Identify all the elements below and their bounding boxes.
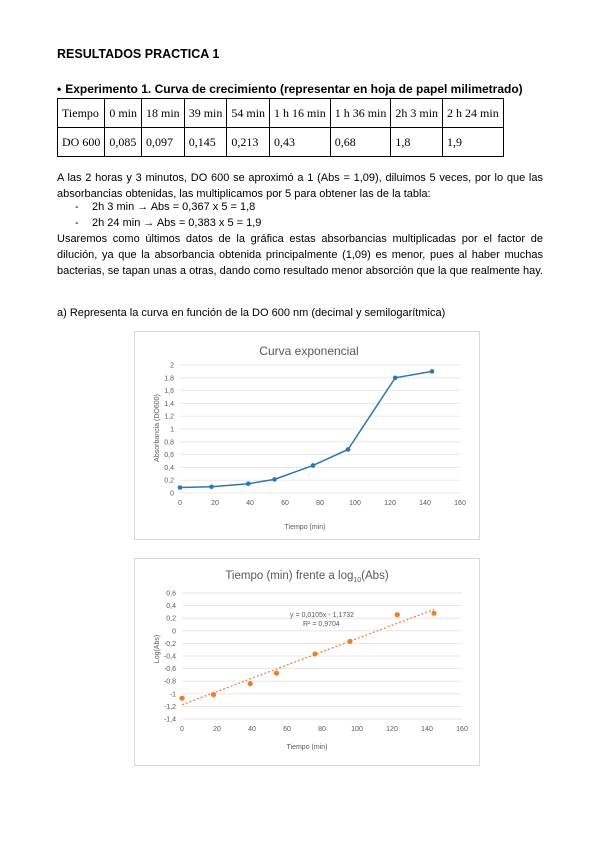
x-tick-label: 20 (213, 726, 221, 733)
experiment-heading-text: Experimento 1. Curva de crecimiento (representar en hoja de papel milimetrado) (65, 82, 523, 96)
table-row-time (58, 99, 504, 128)
y-tick-label: 0,2 (166, 615, 176, 623)
table-cell: 0,68 (330, 128, 391, 157)
data-point (272, 477, 277, 482)
chart-title-suffix: (Abs) (361, 570, 389, 582)
table-cell: 1,8 (391, 128, 443, 157)
y-tick-label: 0,4 (164, 464, 174, 472)
table-cell: 1 h 36 min (330, 99, 391, 128)
y-tick-label: 1 (170, 426, 174, 434)
data-point (211, 692, 216, 697)
table-cell: 54 min (227, 99, 270, 128)
bullet-glyph: • (57, 82, 62, 96)
table-cell: 18 min (142, 99, 185, 128)
x-axis-label: Tiempo (min) (286, 744, 328, 751)
y-tick-label: -0,8 (163, 678, 176, 686)
data-point (274, 671, 279, 676)
x-tick-label: 100 (351, 726, 363, 733)
y-tick-label: 1,4 (164, 400, 174, 408)
growth-table (57, 98, 504, 157)
dash-glyph: - (75, 201, 79, 213)
dash-glyph: - (75, 217, 79, 229)
x-tick-label: 160 (454, 500, 466, 507)
y-tick-label: 0,6 (164, 452, 174, 460)
exponential-chart-svg (135, 332, 479, 539)
y-tick-label: 0,4 (166, 603, 176, 611)
y-tick-label: 0,6 (166, 590, 176, 598)
chart-title: Curva exponencial (259, 344, 359, 358)
table-cell: 0,213 (227, 128, 270, 157)
x-tick-label: 120 (386, 726, 398, 733)
log-chart-svg (135, 559, 479, 765)
x-axis-label: Tiempo (min) (284, 524, 326, 531)
y-tick-label: 0,2 (164, 477, 174, 485)
x-tick-label: 80 (318, 726, 326, 733)
dilution-paragraph: A las 2 horas y 3 minutos, DO 600 se aproximó a 1 (Abs = 1,09), diluimos 5 veces, por lo que las absorbancias obtenidas, las multiplicamos por 5 para obtener las de la tabla: (57, 172, 543, 200)
chart-title-prefix: Tiempo (min) frente a log (225, 570, 354, 582)
page-title: RESULTADOS PRACTICA 1 (57, 47, 220, 61)
explanation-paragraph: Usaremos como últimos datos de la gráfica estas absorbancias multiplicadas por el factor de dilución, ya que la absorbancia obtenida principalmente (1,09) es menor, pues al haber muchas bacterias, se tapan unas a otras, dando como resultado menor absorción que la que realmente hay. (57, 233, 543, 277)
log-chart (134, 558, 480, 766)
x-tick-label: 0 (180, 726, 184, 733)
trend-equation: y = 0,0105x - 1,1732 (290, 612, 355, 619)
data-point (179, 696, 184, 701)
table-cell: 0,097 (142, 128, 185, 157)
x-tick-label: 120 (384, 500, 396, 507)
table-cell: 0 min (105, 99, 142, 128)
table-cell: 39 min (184, 99, 227, 128)
x-tick-label: 20 (211, 500, 219, 507)
data-point (209, 484, 214, 489)
exponential-chart (134, 331, 480, 540)
data-point (246, 481, 251, 486)
y-tick-label: 1,6 (164, 388, 174, 396)
y-tick-label: -1 (169, 691, 176, 699)
table-row-label: Tiempo (58, 99, 105, 128)
table-cell: 0,085 (105, 128, 142, 157)
y-tick-label: -0,4 (163, 653, 176, 661)
x-tick-label: 140 (421, 726, 433, 733)
table-cell: 1 h 16 min (270, 99, 331, 128)
x-tick-label: 140 (419, 500, 431, 507)
x-tick-label: 60 (283, 726, 291, 733)
list-item-text: 2h 24 min → Abs = 0,383 x 5 = 1,9 (92, 217, 262, 229)
data-point (346, 447, 351, 452)
table-cell: 2 h 24 min (443, 99, 504, 128)
x-tick-label: 100 (349, 500, 361, 507)
x-tick-label: 40 (248, 726, 256, 733)
chart-title (225, 570, 388, 584)
data-point (395, 612, 400, 617)
data-point (248, 681, 253, 686)
x-tick-label: 160 (456, 726, 468, 733)
y-tick-label: 0,8 (164, 439, 174, 447)
data-point (312, 651, 317, 656)
chart-title-sub: 10 (353, 577, 362, 584)
y-axis-label: Absorbancia (DO600) (154, 394, 161, 462)
data-point (431, 611, 436, 616)
data-point (347, 639, 352, 644)
y-tick-label: 0 (172, 628, 176, 636)
list-item (57, 199, 261, 215)
series-line (180, 371, 432, 487)
dilution-list (57, 199, 261, 231)
y-axis-label: Log(Abs) (154, 634, 161, 664)
y-tick-label: -0,2 (163, 640, 176, 648)
table-row-do600 (58, 128, 504, 157)
table-cell: 0,145 (184, 128, 227, 157)
table-cell: 2h 3 min (391, 99, 443, 128)
y-tick-label: 1,2 (164, 413, 174, 421)
x-tick-label: 60 (281, 500, 289, 507)
list-item-text: 2h 3 min → Abs = 0,367 x 5 = 1,8 (92, 201, 256, 213)
y-tick-label: 0 (170, 490, 174, 498)
x-tick-label: 40 (246, 500, 254, 507)
experiment-heading (57, 82, 523, 96)
x-tick-label: 80 (316, 500, 324, 507)
question-a: a) Representa la curva en función de la DO 600 nm (decimal y semilogarítmica) (57, 307, 446, 319)
data-point (393, 376, 398, 381)
y-tick-label: -0,6 (163, 666, 176, 674)
table-cell: 0,43 (270, 128, 331, 157)
y-tick-label: 1,8 (164, 375, 174, 383)
table-row-label: DO 600 (58, 128, 105, 157)
data-point (178, 485, 183, 490)
data-point (430, 369, 435, 374)
y-tick-label: -1,4 (163, 716, 176, 724)
r-squared: R² = 0,9704 (303, 621, 340, 628)
table-cell: 1,9 (443, 128, 504, 157)
x-tick-label: 0 (178, 500, 182, 507)
data-point (311, 463, 316, 468)
list-item (57, 215, 261, 231)
y-tick-label: -1,2 (163, 703, 176, 711)
y-tick-label: 2 (170, 362, 174, 370)
